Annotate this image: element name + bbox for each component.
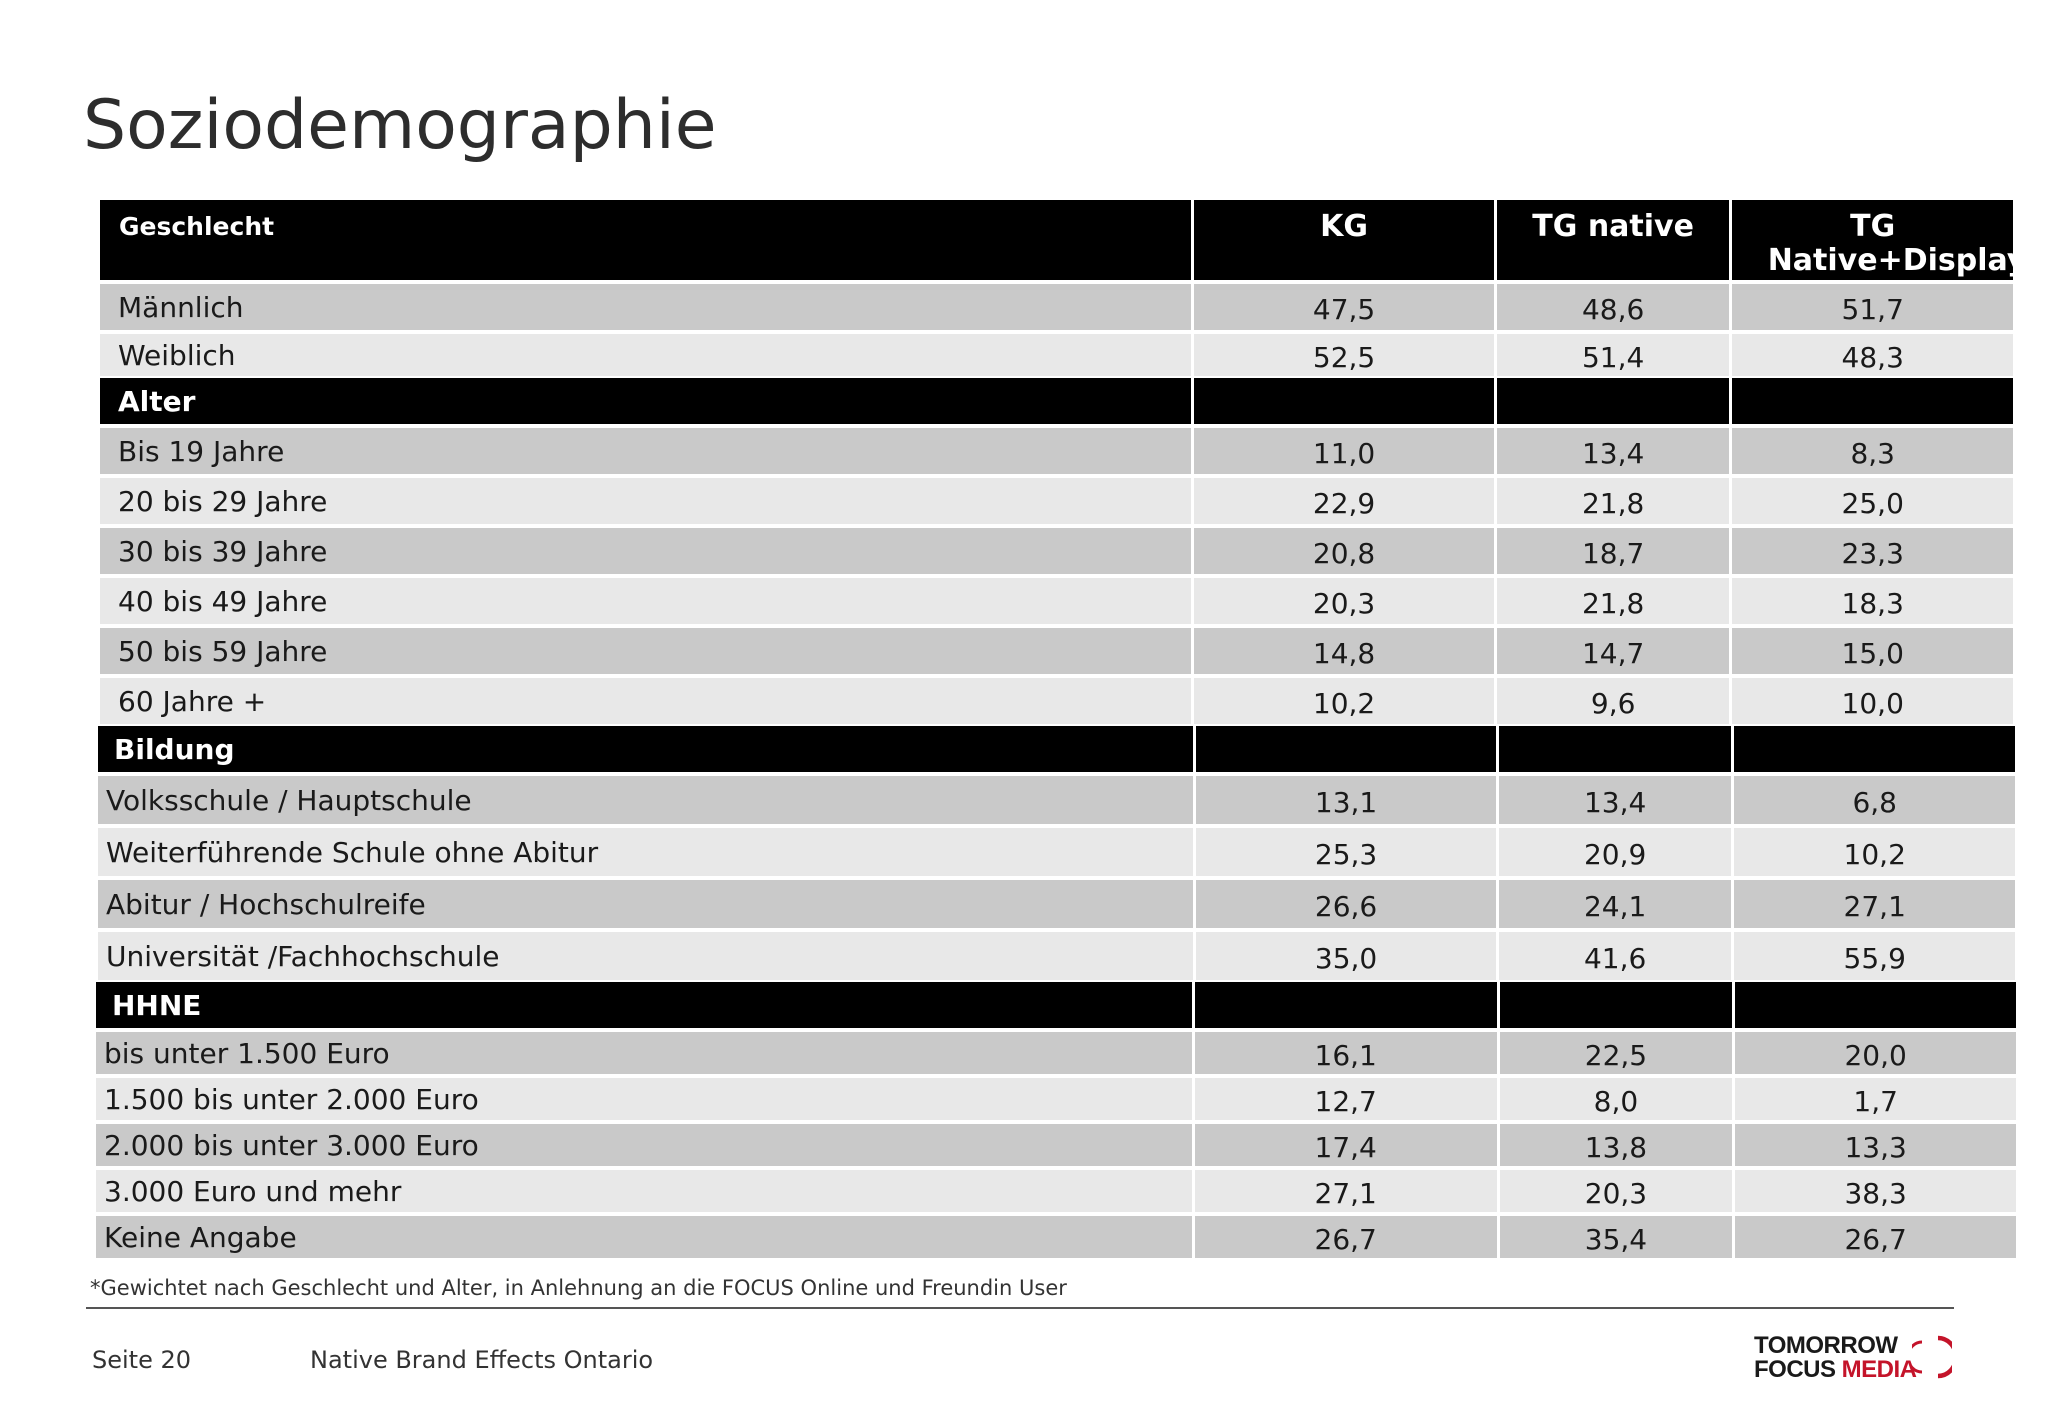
- value-tg-native-display: 18,3: [1732, 578, 2013, 624]
- row-label: 50 bis 59 Jahre: [100, 628, 1191, 674]
- table-row: [100, 478, 2013, 524]
- value-tg-native-display: 51,7: [1732, 284, 2013, 330]
- value-kg: 22,9: [1194, 478, 1494, 524]
- value-tg-native-display: 25,0: [1732, 478, 2013, 524]
- value-kg: 20,3: [1194, 578, 1494, 624]
- value-tg-native-display: 15,0: [1732, 628, 2013, 674]
- value-tg-native: 22,5: [1500, 1032, 1733, 1074]
- logo-arc-icon: [1912, 1334, 1952, 1380]
- table-row: [100, 428, 2013, 474]
- table-row: [98, 828, 2015, 876]
- value-tg-native: 20,3: [1500, 1170, 1733, 1212]
- row-label: Weiterführende Schule ohne Abitur: [98, 828, 1193, 876]
- column-header-tg-native: TG native: [1497, 200, 1730, 280]
- row-label: Abitur / Hochschulreife: [98, 880, 1193, 928]
- value-kg: 20,8: [1194, 528, 1494, 574]
- value-kg: 12,7: [1195, 1078, 1497, 1120]
- row-label: 30 bis 39 Jahre: [100, 528, 1191, 574]
- value-tg-native: 9,6: [1497, 678, 1730, 724]
- table-row: [96, 1170, 2016, 1212]
- value-tg-native-display: 10,2: [1734, 828, 2015, 876]
- table-row: [96, 1032, 2016, 1074]
- value-tg-native-display: 48,3: [1732, 334, 2013, 376]
- table-row: [100, 678, 2013, 724]
- logo-line-focus-media: FOCUS MEDIA: [1754, 1356, 1917, 1383]
- column-header-tg-native-display: TG Native+Display: [1732, 200, 2013, 280]
- value-tg-native: 13,4: [1499, 776, 1732, 824]
- value-tg-native: 35,4: [1500, 1216, 1733, 1258]
- value-tg-native: 21,8: [1497, 478, 1730, 524]
- value-tg-native: 48,6: [1497, 284, 1730, 330]
- value-kg: 26,6: [1196, 880, 1496, 928]
- row-label: Weiblich: [100, 334, 1191, 376]
- group-bildung: [98, 726, 2015, 980]
- row-label: Universität /Fachhochschule: [98, 932, 1193, 980]
- group-header-empty: [1196, 726, 1496, 772]
- value-tg-native: 24,1: [1499, 880, 1732, 928]
- row-label: 20 bis 29 Jahre: [100, 478, 1191, 524]
- row-label: Volksschule / Hauptschule: [98, 776, 1193, 824]
- row-label: 40 bis 49 Jahre: [100, 578, 1191, 624]
- value-tg-native-display: 1,7: [1735, 1078, 2016, 1120]
- value-tg-native-display: 55,9: [1734, 932, 2015, 980]
- value-kg: 25,3: [1196, 828, 1496, 876]
- value-tg-native-display: 10,0: [1732, 678, 2013, 724]
- row-label: Männlich: [100, 284, 1191, 330]
- group-header-empty: [1194, 378, 1494, 424]
- value-tg-native: 20,9: [1499, 828, 1732, 876]
- value-tg-native: 13,8: [1500, 1124, 1733, 1166]
- table-row: [98, 880, 2015, 928]
- value-tg-native: 51,4: [1497, 334, 1730, 376]
- value-kg: 47,5: [1194, 284, 1494, 330]
- value-kg: 14,8: [1194, 628, 1494, 674]
- logo-line-tomorrow: TOMORROW: [1754, 1332, 1898, 1359]
- group-header-empty: [1499, 726, 1732, 772]
- document-name: Native Brand Effects Ontario: [310, 1346, 654, 1374]
- value-tg-native-display: 26,7: [1735, 1216, 2016, 1258]
- value-tg-native-display: 38,3: [1735, 1170, 2016, 1212]
- group-header-empty: [1735, 982, 2016, 1028]
- value-tg-native: 14,7: [1497, 628, 1730, 674]
- tomorrow-focus-media-logo: [1754, 1332, 1964, 1382]
- value-tg-native-display: 27,1: [1734, 880, 2015, 928]
- row-label: 3.000 Euro und mehr: [96, 1170, 1192, 1212]
- value-tg-native-display: 13,3: [1735, 1124, 2016, 1166]
- value-tg-native-display: 8,3: [1732, 428, 2013, 474]
- value-tg-native: 21,8: [1497, 578, 1730, 624]
- group-header-geschlecht: Geschlecht: [100, 200, 1191, 280]
- group-header-empty: [1500, 982, 1733, 1028]
- value-tg-native: 8,0: [1500, 1078, 1733, 1120]
- table-row: [100, 284, 2013, 330]
- value-tg-native-display: 23,3: [1732, 528, 2013, 574]
- value-kg: 11,0: [1194, 428, 1494, 474]
- row-label: Keine Angabe: [96, 1216, 1192, 1258]
- table-row: [96, 1124, 2016, 1166]
- table-row: [100, 528, 2013, 574]
- row-label: bis unter 1.500 Euro: [96, 1032, 1192, 1074]
- value-kg: 27,1: [1195, 1170, 1497, 1212]
- page-number: Seite 20: [92, 1346, 192, 1374]
- row-label: Bis 19 Jahre: [100, 428, 1191, 474]
- group-header-empty: [1734, 726, 2015, 772]
- value-kg: 35,0: [1196, 932, 1496, 980]
- table-row: [100, 334, 2013, 376]
- value-kg: 10,2: [1194, 678, 1494, 724]
- table-row: [96, 1078, 2016, 1120]
- group-header-row: [100, 378, 2013, 424]
- group-header-empty: [1732, 378, 2013, 424]
- group-header-row: [98, 726, 2015, 772]
- value-tg-native: 18,7: [1497, 528, 1730, 574]
- table-row: [98, 776, 2015, 824]
- group-header-row: [96, 982, 2016, 1028]
- row-label: 2.000 bis unter 3.000 Euro: [96, 1124, 1192, 1166]
- table-row: [96, 1216, 2016, 1258]
- page-title: Soziodemographie: [83, 86, 717, 165]
- row-label: 60 Jahre +: [100, 678, 1191, 724]
- column-header-kg: KG: [1194, 200, 1494, 280]
- value-kg: 16,1: [1195, 1032, 1497, 1074]
- table-header-row: [100, 200, 2027, 280]
- value-tg-native-display: 6,8: [1734, 776, 2015, 824]
- value-tg-native: 13,4: [1497, 428, 1730, 474]
- footer-divider: [86, 1307, 1954, 1309]
- value-tg-native-display: 20,0: [1735, 1032, 2016, 1074]
- sociodemographics-table: [100, 200, 2027, 1262]
- table-row: [98, 932, 2015, 980]
- row-label: 1.500 bis unter 2.000 Euro: [96, 1078, 1192, 1120]
- group-hhne: [96, 982, 2016, 1258]
- table-row: [100, 578, 2013, 624]
- table-row: [100, 628, 2013, 674]
- value-kg: 17,4: [1195, 1124, 1497, 1166]
- value-kg: 13,1: [1196, 776, 1496, 824]
- footnote: *Gewichtet nach Geschlecht und Alter, in Anlehnung an die FOCUS Online und Freundin User: [90, 1276, 1067, 1300]
- value-tg-native: 41,6: [1499, 932, 1732, 980]
- group-header-empty: [1195, 982, 1497, 1028]
- group-header-empty: [1497, 378, 1730, 424]
- value-kg: 52,5: [1194, 334, 1494, 376]
- group-header-bildung: Bildung: [98, 726, 1193, 772]
- group-header-alter: Alter: [100, 378, 1191, 424]
- value-kg: 26,7: [1195, 1216, 1497, 1258]
- group-header-hhne: HHNE: [96, 982, 1192, 1028]
- group-alter: [100, 378, 2013, 724]
